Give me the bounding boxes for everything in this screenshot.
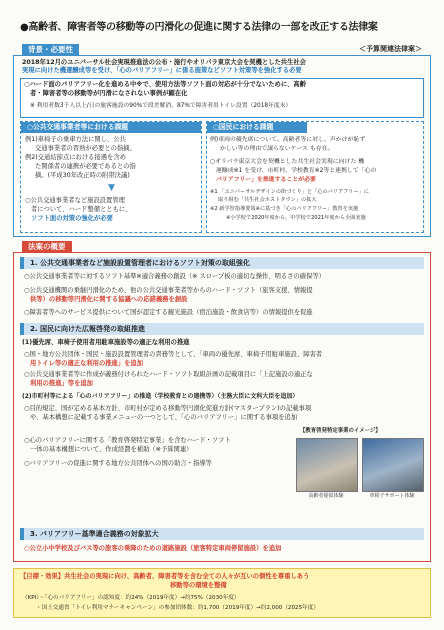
operator-issue-line: 摘。(平成30年改正時の附帯決議)	[35, 172, 130, 179]
outline-s2-item: や、基本構想に記載する事業メニューの一つとして、「心のバリアフリー」に関する事項を追加	[30, 414, 298, 421]
outline-tab: 法案の概要	[22, 241, 72, 252]
photo-caption: 高齢者疑似体験	[308, 493, 344, 499]
public-issues-head: ○国民における課題	[207, 122, 307, 133]
goal-line: 移動等の環境を整備	[170, 582, 227, 589]
page-title: ●高齢者、障害者等の移動等の円滑化の促進に関する法律の一部を改正する法律案	[20, 22, 378, 33]
public-issue-note: ※2 新学習指導要領※に基づき「心のバリアフリー」教育を実施	[210, 206, 359, 212]
kpi-line: （KPI）・「心のバリアフリー」の認知度：約24%（2019年度）→約75%（2030年度）	[22, 595, 240, 601]
outline-section-2-title: 2. 国民に向けた広報啓発の取組推進	[20, 323, 424, 335]
outline-s2-item: 用トイレ等の適正な利用の推進」を追加	[30, 360, 144, 367]
public-issue-note: ※小学校で2020年度から、中学校で2021年度から全面実施	[226, 215, 366, 221]
operator-issue-line: 例1)車椅子の乗車方法に関し、公共	[25, 136, 126, 143]
outline-s2-item: 利用の推進」等を追加	[30, 380, 93, 387]
kpi-line: ・国土交通省「トイレ利用マナーキャンペーン」の参加団体数：約1,700（2019年度）→約2,000（2025年度）	[36, 605, 319, 611]
photo-caption-title: 【教育啓発特定事業のイメージ】	[300, 428, 381, 434]
outline-section-3-title: 3. バリアフリー基準適合義務の対象拡大	[20, 528, 424, 540]
public-issue-line: ○オリパラ東京大会を契機とした共生社会実現に向けた 機	[210, 159, 365, 165]
operator-conclusion: ソフト面の対策の強化が必要	[31, 215, 113, 222]
background-tab: 背景・必要性	[22, 44, 79, 55]
public-issue-note: ※1 「ユニバーサルデザインの街づくり」と「心のバリアフリー」に	[210, 189, 369, 195]
wheelchair-support-photo	[362, 438, 424, 492]
public-issue-line: バリアフリー」を推進することが必要	[216, 177, 316, 183]
public-issue-line: 例)車両の優先席について、高齢者等に対し、声かけが恥ず	[210, 137, 366, 143]
outline-s2-heading-1: (1)優先席、車椅子使用者用駐車施設等の適正な利用の推進	[22, 339, 190, 346]
background-lead-2: 実現に向けた機運醸成等を受け、「心のバリアフリー」に係る施策などソフト対策等を強化する必要	[22, 67, 302, 74]
photo-caption: 車椅子サポート体験	[369, 493, 415, 499]
operator-issue-line: 例2)交通結節点における接遇を含め	[25, 154, 126, 161]
goal-line: 【目標・効果】共生社会の実現に向け、高齢者、障害者等を含む全ての人々が互いの個性を尊重しあう	[20, 573, 310, 580]
outline-s2-item: ○目的規定、国が定める基本方針、市町村が定める移動等円滑化促進方針(マスタープラン)の記載事項	[24, 405, 312, 412]
operator-issue-line: た関係者の連携が必要であるとの指	[35, 163, 136, 170]
issue-note: ※ 利用者数3千人以上/日の旅客施設の90%で段差解消、87%で障害者用トイレ設置（2018年度末）	[30, 103, 292, 109]
budget-note: ＜予算関連法律案＞	[359, 45, 422, 53]
outline-s1-item: ○障害者等へのサービス提供について国が認定する観光施設（宿泊施設・飲食店等）の情報提供を促進	[24, 309, 313, 316]
outline-s1-item: ○公共交通機関の乗継円滑化のため、他の公共交通事業者等からのハード・ソフト（旅客支援、情報提	[24, 287, 313, 294]
outline-s2-item: ○バリアフリーの促進に関する地方公共団体への国の助言・指導等	[24, 460, 212, 467]
outline-s1-item: 供等）の移動等円滑化に関する協議への応諾義務を創設	[30, 296, 188, 303]
outline-s2-item: ○国・地方公共団体・国民・施設設置管理者の責務等として、「車両の優先席、車椅子用駐車施設、障害者	[24, 351, 323, 358]
public-issue-note: 取り組む「共生社会ホストタウン」の拡大	[218, 197, 317, 203]
outline-s2-item: ○公共交通事業者等に作成が義務付けられたハード・ソフト取組計画の記載項目に「上記施設の適正な	[24, 371, 313, 378]
elderly-simulation-photo	[296, 438, 358, 492]
public-issue-line: 運醸成※1 を受け、市町村、学校教育※2等と連携して「心の	[216, 168, 377, 174]
outline-s2-item: 一体の基本構想について、作成経費を補助（※予算関連）	[30, 446, 193, 453]
operator-conclusion: ○公共交通事業者など施設設置管理	[25, 197, 125, 204]
outline-s3-item: ○公立小中学校及びバス等の旅客の乗降のための道路施設（旅客特定車両停留施設）を追加	[24, 545, 282, 552]
issue-bullet-1: ○ハード面のバリアフリー化を進める中※で、使用方法等ソフト面の対応が十分でないために、高齢	[24, 81, 307, 88]
public-issue-line: かしい等の理由で譲らないケース も存在。	[220, 146, 334, 152]
outline-s1-item: ○公共交通事業者等に対するソフト基準※適合義務の創設（※ スロープ板の適切な操作、明るさの確保等）	[24, 273, 325, 280]
issue-bullet-1b: 者・障害者等の移動等が円滑になされない事例が顕在化	[30, 90, 188, 97]
operator-issues-head: ○公共交通事業者等における課題	[21, 122, 201, 133]
outline-s2-item: ○心のバリアフリーに関する「教育啓発特定事業」を含むハード・ソフト	[24, 437, 231, 444]
arrow-down-icon: ▼	[108, 183, 115, 193]
outline-section-1-title: 1. 公共交通事業者など施設設置管理者におけるソフト対策の取組強化	[20, 257, 424, 269]
operator-issue-line: 交通事業者の習熟が必要との指摘。	[35, 145, 136, 152]
outline-s2-heading-2: (2)市町村等による「心のバリアフリー」の推進（学校教育との連携等）（主務大臣に文科大臣を追加）	[22, 393, 299, 400]
operator-conclusion: 者について、ハード整備とともに、	[31, 206, 132, 213]
background-lead-1: 2018年12月のユニバーサル社会実現推進法の公布・施行やオリパラ東京大会を契機とした共生社会	[22, 59, 306, 66]
